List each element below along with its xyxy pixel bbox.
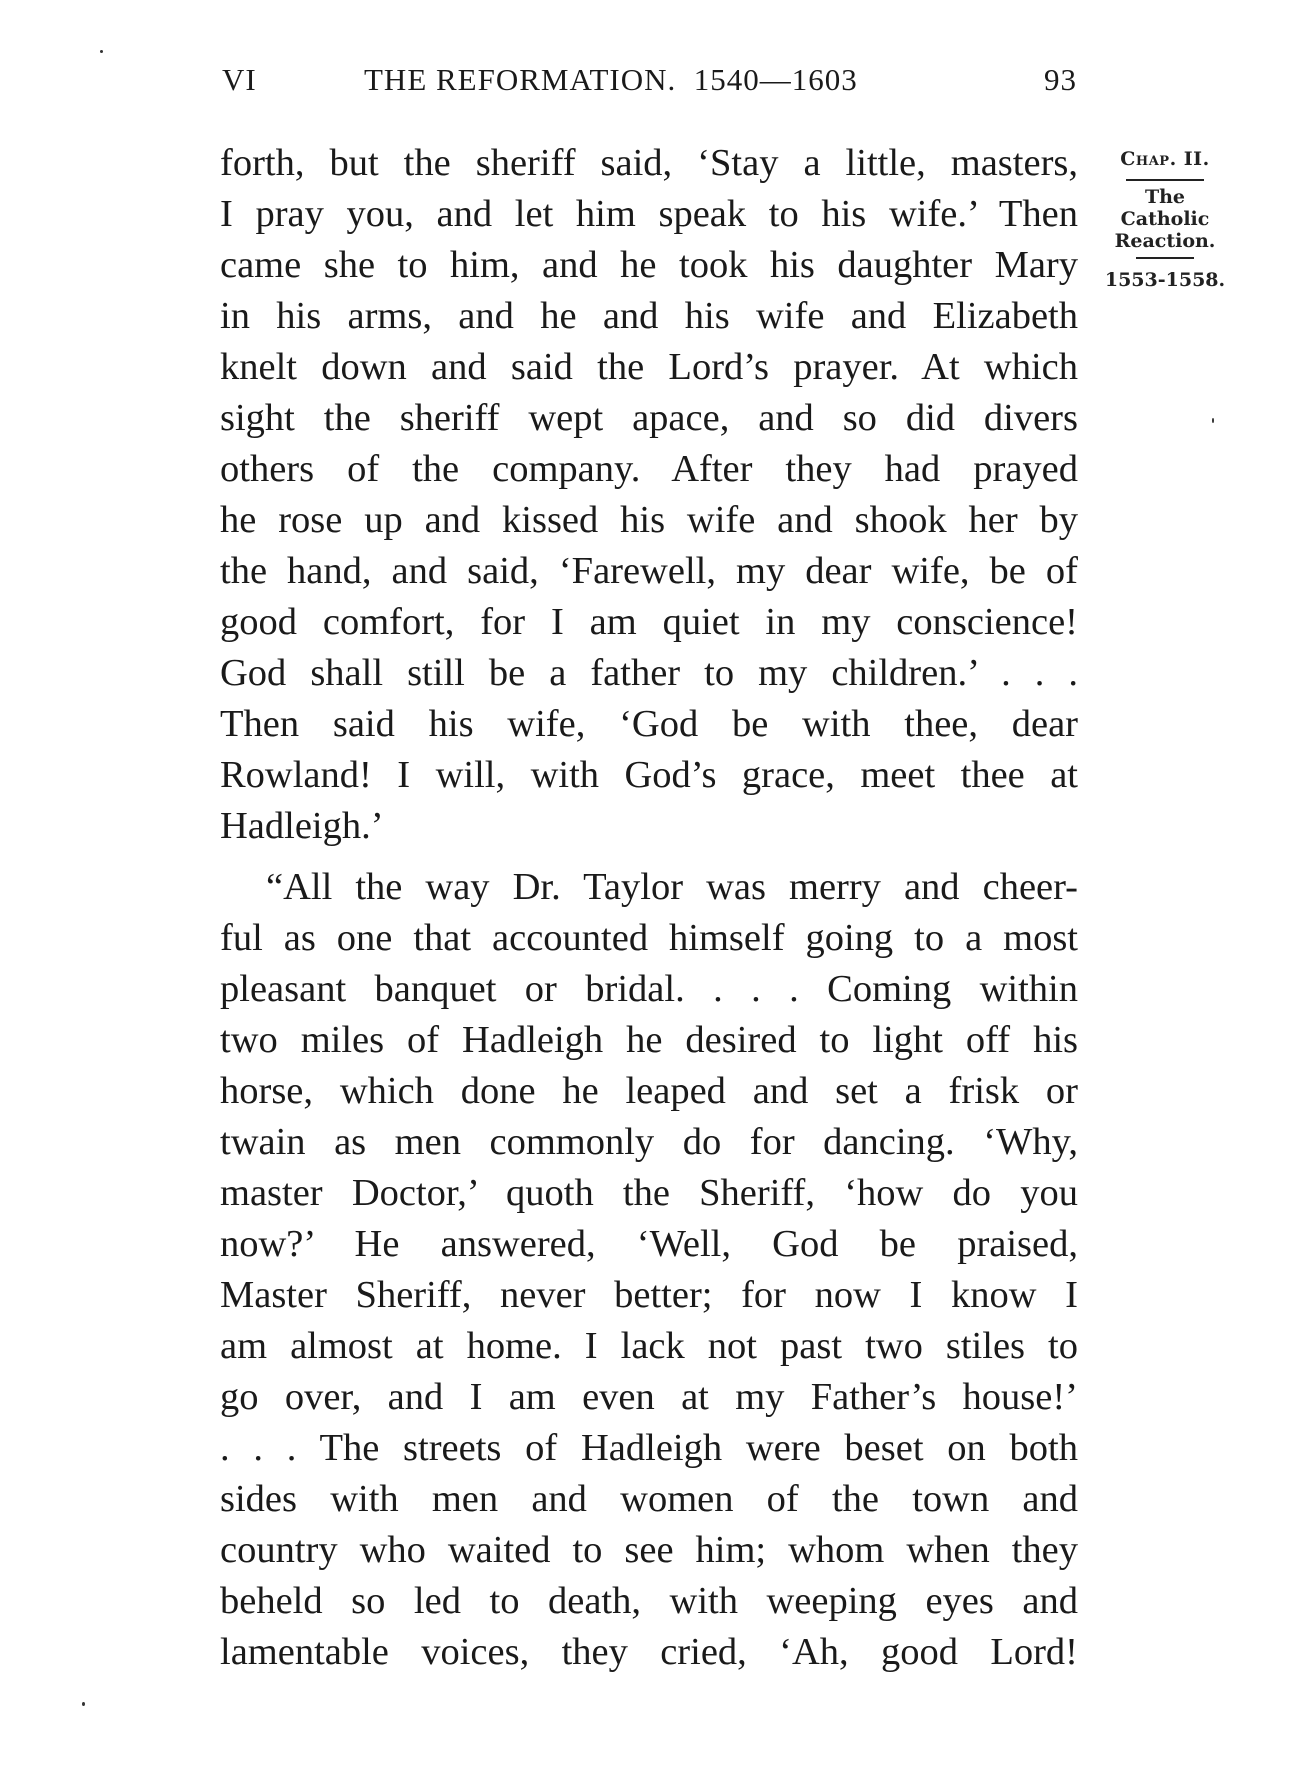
text-line: came she to him, and he took his daughter Mary (220, 244, 1078, 286)
text-line: Rowland! I will, with God’s grace, meet thee at (220, 754, 1078, 796)
text-line: master Doctor,’ quoth the Sheriff, ‘how do you (220, 1172, 1078, 1214)
marginal-years: 1553-1558. (1104, 269, 1226, 291)
paragraph-2 (220, 862, 1078, 1678)
text-line: . . . The streets of Hadleigh were beset on both (220, 1427, 1078, 1469)
text-line: the hand, and said, ‘Farewell, my dear wife, be of (220, 550, 1078, 592)
text-line: sight the sheriff wept apace, and so did divers (220, 397, 1078, 439)
text-line: pleasant banquet or bridal. . . . Coming within (220, 968, 1078, 1010)
body-text (220, 138, 1078, 1678)
running-head (222, 62, 1077, 102)
text-line: ful as one that accounted himself going to a most (220, 917, 1078, 959)
text-line: good comfort, for I am quiet in my conscience! (220, 601, 1078, 643)
marginal-rule (1136, 257, 1194, 259)
text-line: knelt down and said the Lord’s prayer. At which (220, 346, 1078, 388)
text-line: forth, but the sheriff said, ‘Stay a little, masters, (220, 142, 1078, 184)
text-line: others of the company. After they had prayed (220, 448, 1078, 490)
text-line: two miles of Hadleigh he desired to light off his (220, 1019, 1078, 1061)
marginal-note (1100, 148, 1230, 291)
marginal-topic-line: Catholic (1120, 208, 1210, 230)
text-line: “All the way Dr. Taylor was merry and cheer- (266, 866, 1078, 908)
text-line: I pray you, and let him speak to his wife.’ Then (220, 193, 1078, 235)
text-line: country who waited to see him; whom when they (220, 1529, 1078, 1571)
marginal-topic-line: The (1144, 186, 1186, 208)
text-line: beheld so led to death, with weeping eyes and (220, 1580, 1078, 1622)
page-number: 93 (1044, 62, 1077, 97)
marginal-rule (1126, 179, 1204, 181)
text-line: twain as men commonly do for dancing. ‘Why, (220, 1121, 1078, 1163)
marginal-topic-line: Reaction. (1114, 230, 1216, 252)
text-line: Then said his wife, ‘God be with thee, dear (220, 703, 1078, 745)
text-line: Master Sheriff, never better; for now I know I (220, 1274, 1078, 1316)
text-line: in his arms, and he and his wife and Elizabeth (220, 295, 1078, 337)
text-line: lamentable voices, they cried, ‘Ah, good Lord! (220, 1631, 1078, 1673)
print-speck (1212, 418, 1214, 423)
text-line: am almost at home. I lack not past two stiles to (220, 1325, 1078, 1367)
text-line: sides with men and women of the town and (220, 1478, 1078, 1520)
print-speck (100, 50, 103, 53)
text-line: God shall still be a father to my children.’ . . . (220, 652, 1078, 694)
text-line: horse, which done he leaped and set a frisk or (220, 1070, 1078, 1112)
text-line: he rose up and kissed his wife and shook her by (220, 499, 1078, 541)
text-line: Hadleigh.’ (220, 805, 384, 847)
running-title: THE REFORMATION. 1540—1603 (364, 62, 858, 97)
print-speck (82, 1702, 85, 1706)
marginal-chapter: Chap. II. (1120, 148, 1210, 170)
text-line: go over, and I am even at my Father’s house!’ (220, 1376, 1078, 1418)
text-line: now?’ He answered, ‘Well, God be praised, (220, 1223, 1078, 1265)
paragraph-1 (220, 138, 1078, 852)
section-number: VI (222, 62, 257, 97)
